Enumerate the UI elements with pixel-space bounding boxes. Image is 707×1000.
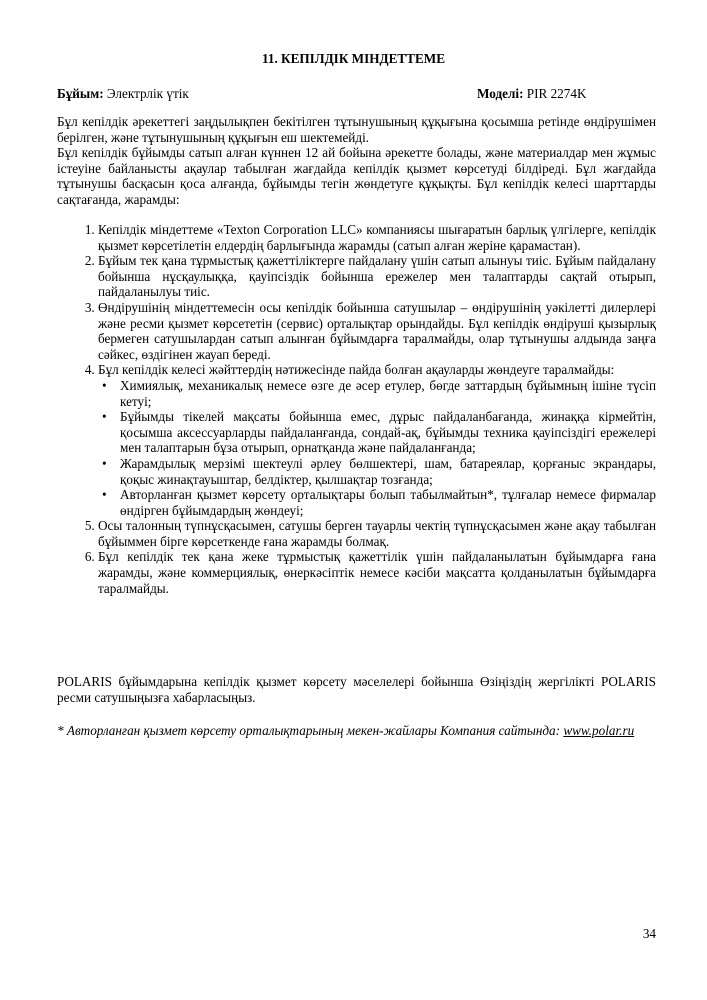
condition-item: 1. Кепілдік міндеттеме «Texton Corporation LLC» компаниясы шығаратын барлық үлгілерге, кепілдік қызмет көрсетілетін елдердің барлығында жарамды (сатып алған жеріне қарамастан). xyxy=(98,222,656,253)
model-value: PIR 2274K xyxy=(526,86,587,101)
intro-section xyxy=(57,114,656,208)
exclusions-list xyxy=(98,378,656,518)
product-info-row xyxy=(57,86,657,102)
website-link[interactable]: www.polar.ru xyxy=(563,723,635,738)
intro-paragraph: Бұл кепілдік бұйымды сатып алған күннен 12 ай бойына әрекетте болады, және материалдар мен жұмыс істеуіне байланысты ақаулар табылған жағдайда кепілдік қызмет көрсетуді білдіреді. Бұл жағдайда тұтынушы басқасын қоса алғанда, бұйымды тегін жөндетуге құқықты. Бұл кепілдік келесі шарттарды сақтағанда, жарамды: xyxy=(57,145,656,207)
condition-item: 3. Өндірушінің міндеттемесін осы кепілдік бойынша сатушылар – өндірушінің уәкілетті дилерлері және ресми қызмет көрсететін (сервис) орталықтар орындайды. Бұл кепілдік өндіруші қызырлық бермеген сатушылардан сатып алынған бұйымдарға таралмайды, олар тұтынушы алдында заңға сәйкес, өздігінен жауап береді. xyxy=(98,300,656,362)
intro-paragraph: Бұл кепілдік әрекеттегі заңдылықпен бекітілген тұтынушының құқығына қосымша ретінде өндірушімен берілген, және тұтынушының құқығын еш шектемейді. xyxy=(57,114,656,145)
condition-item: 4. Бұл кепілдік келесі жәйттердің нәтижесінде пайда болған ақауларды жөндеуге таралмайды: • Химиялық, механикалық немесе өзге де әсер етулер, бөгде заттардың бұйымның ішіне түсіп кетуі; • Бұйымды тікелей мақсаты бойынша емес, дұрыс пайдаланбағанда, жинаққа кірмейтін, қосымша аксессуарларды пайдаланғанда, сондай-ақ, бұйымды техника қауіпсіздігі ережелері мен талаптарын бұза отырып, орнатқанда және пайдаланғанда; • Жарамдылық мерзімі шектеулі әрлеу бөлшектері, шам, батареялар, қорғаныс экрандары, қоқыс жинақтауыштар, белдіктер, қылшақтар тозғанда; • Авторланған қызмет көрсету орталықтары болып табылмайтын*, тұлғалар немесе фирмалар өндірген бұйымдардың жөндеуі; xyxy=(98,362,656,518)
model-label: Моделі: xyxy=(477,86,524,101)
condition-item: 6. Бұл кепілдік тек қана жеке тұрмыстық қажеттілік үшін пайдаланылатын бұйымдарға ғана жарамды, және коммерциялық, өнеркәсіптік немесе кәсіби мақсатта қолданылатын бұйымдарға таралмайды. xyxy=(98,549,656,596)
product-value: Электрлік үтік xyxy=(106,86,189,101)
exclusion-item: • Бұйымды тікелей мақсаты бойынша емес, дұрыс пайдаланбағанда, жинаққа кірмейтін, қосымша аксессуарларды пайдаланғанда, сондай-ақ, бұйымды техника қауіпсіздігі ережелері мен талаптарын бұза отырып, орнатқанда және пайдаланғанда; xyxy=(120,409,656,456)
product-field xyxy=(57,86,189,102)
condition-item: 2. Бұйым тек қана тұрмыстық қажеттіліктерге пайдалану үшін сатып алынуы тиіс. Бұйым пайдалану бойынша нұсқаулыққа, қауіпсіздік бойынша ережелер мен талаптарды сақтай отырып, пайдаланылуы тиіс. xyxy=(98,253,656,300)
footnote-text: * Авторланған қызмет көрсету орталықтарының мекен-жайлары Компания сайтында: xyxy=(57,723,561,738)
model-field xyxy=(477,86,586,102)
page-title: 11. КЕПІЛДІК МІНДЕТТЕМЕ xyxy=(261,51,446,66)
contact-paragraph: POLARIS бұйымдарына кепілдік қызмет көрсету мәселелері бойынша Өзіңіздің жергілікті POLARIS ресми сатушыңызға хабарласыңыз. xyxy=(57,674,656,705)
footnote xyxy=(57,723,656,739)
page-number: 34 xyxy=(642,926,656,941)
exclusion-item: • Химиялық, механикалық немесе өзге де әсер етулер, бөгде заттардың бұйымның ішіне түсіп кетуі; xyxy=(120,378,656,409)
condition-item: 5. Осы талонның түпнұсқасымен, сатушы берген тауарлы чектің түпнұсқасымен және ақау табылған бұйыммен бірге көрсеткенде ғана жарамды болмақ. xyxy=(98,518,656,549)
exclusion-item: • Авторланған қызмет көрсету орталықтары болып табылмайтын*, тұлғалар немесе фирмалар өндірген бұйымдардың жөндеуі; xyxy=(120,487,656,518)
product-label: Бұйым: xyxy=(57,86,104,101)
warranty-conditions-list xyxy=(57,222,656,596)
exclusion-item: • Жарамдылық мерзімі шектеулі әрлеу бөлшектері, шам, батареялар, қорғаныс экрандары, қоқыс жинақтауыштар, белдіктер, қылшақтар тозғанда; xyxy=(120,456,656,487)
